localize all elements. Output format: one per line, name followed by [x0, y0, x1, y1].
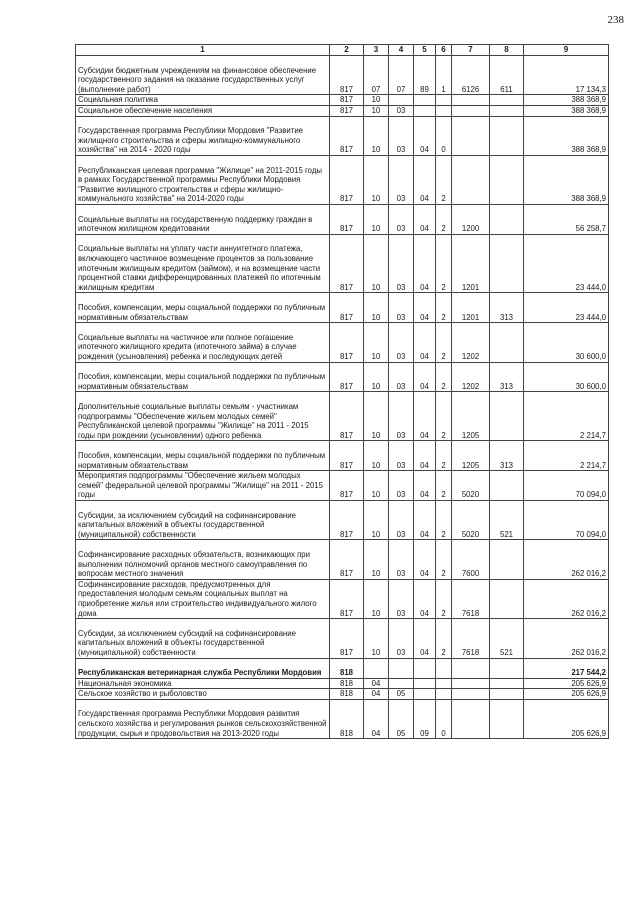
row-code-7: 1200: [452, 204, 490, 234]
row-code-5: [414, 678, 436, 689]
row-code-3: 10: [364, 619, 389, 658]
row-code-7: 1202: [452, 362, 490, 392]
row-code-2: 817: [330, 579, 364, 618]
row-code-7: 1202: [452, 323, 490, 362]
row-name: Субсидии, за исключением субсидий на софинансирование капитальных вложений в объекты государственной (муниципальной) собственности: [76, 619, 330, 658]
row-code-7: 1205: [452, 392, 490, 441]
row-code-6: 1: [436, 56, 452, 95]
table-row: [76, 234, 609, 293]
row-amount: 217 544,2: [524, 658, 609, 678]
row-code-5: 04: [414, 392, 436, 441]
row-code-2: 818: [330, 678, 364, 689]
row-code-4: 03: [389, 234, 414, 293]
row-code-4: 03: [389, 540, 414, 579]
row-code-6: 2: [436, 155, 452, 204]
row-code-6: [436, 678, 452, 689]
table-row: [76, 619, 609, 658]
row-code-6: [436, 95, 452, 106]
row-amount: 262 016,2: [524, 579, 609, 618]
row-code-3: 04: [364, 699, 389, 738]
row-code-6: 2: [436, 540, 452, 579]
row-amount: 388 368,9: [524, 105, 609, 116]
row-code-6: 2: [436, 392, 452, 441]
row-code-2: 817: [330, 95, 364, 106]
row-name: Социальные выплаты на частичное или полное погашение ипотечного жилищного кредита (ипотечного займа) в случае рождения (усыновления) ребенка и последующих детей: [76, 323, 330, 362]
row-code-8: [490, 234, 524, 293]
row-name: Софинансирование расходных обязательств, возникающих при выполнении полномочий органов местного самоуправления по вопросам местного значения: [76, 540, 330, 579]
row-code-2: 817: [330, 204, 364, 234]
row-code-7: 5020: [452, 471, 490, 501]
row-name: Дополнительные социальные выплаты семьям - участникам подпрограммы "Обеспечение жильем молодых семей" Республиканской целевой программы "Жилище" на 2011 - 2015 годы при рождении (усыновлении) одного ребенка: [76, 392, 330, 441]
row-name: Национальная экономика: [76, 678, 330, 689]
column-header: 5: [414, 45, 436, 56]
row-code-2: 817: [330, 500, 364, 539]
row-name: Государственная программа Республики Мордовия развития сельского хозяйства и регулирования рынков сельскохозяйственной продукции, сырья и продовольствия на 2013-2020 годы: [76, 699, 330, 738]
row-code-5: 04: [414, 234, 436, 293]
column-header: 9: [524, 45, 609, 56]
row-code-3: 04: [364, 678, 389, 689]
row-code-6: 2: [436, 234, 452, 293]
table-row: [76, 678, 609, 689]
row-code-2: 817: [330, 293, 364, 323]
table-row: [76, 441, 609, 471]
row-name: Сельское хозяйство и рыболовство: [76, 689, 330, 700]
row-name: Мероприятия подпрограммы "Обеспечение жильем молодых семей" федеральной целевой программы "Жилище" на 2011 - 2015 годы: [76, 471, 330, 501]
row-code-5: [414, 689, 436, 700]
row-code-4: 03: [389, 116, 414, 155]
row-code-6: 2: [436, 362, 452, 392]
row-code-8: 313: [490, 362, 524, 392]
row-code-8: 521: [490, 500, 524, 539]
row-code-8: [490, 471, 524, 501]
row-code-4: 03: [389, 105, 414, 116]
column-header: 4: [389, 45, 414, 56]
row-code-4: [389, 658, 414, 678]
row-amount: 262 016,2: [524, 540, 609, 579]
row-code-5: [414, 658, 436, 678]
row-code-7: [452, 699, 490, 738]
row-code-3: 10: [364, 441, 389, 471]
table-row: [76, 362, 609, 392]
row-code-7: 1205: [452, 441, 490, 471]
row-code-2: 817: [330, 323, 364, 362]
row-name: Пособия, компенсации, меры социальной поддержки по публичным нормативным обязательствам: [76, 293, 330, 323]
row-code-3: 04: [364, 689, 389, 700]
table-row: [76, 689, 609, 700]
row-name: Пособия, компенсации, меры социальной поддержки по публичным нормативным обязательствам: [76, 362, 330, 392]
table-body: [76, 56, 609, 739]
row-code-3: 10: [364, 116, 389, 155]
row-amount: 205 626,9: [524, 689, 609, 700]
row-amount: 56 258,7: [524, 204, 609, 234]
row-code-6: 2: [436, 579, 452, 618]
table-row: [76, 392, 609, 441]
row-code-3: 10: [364, 392, 389, 441]
row-code-4: 03: [389, 293, 414, 323]
row-code-3: 07: [364, 56, 389, 95]
row-code-6: 0: [436, 699, 452, 738]
table-row: [76, 56, 609, 95]
row-code-5: 04: [414, 155, 436, 204]
row-code-2: 817: [330, 392, 364, 441]
row-code-6: [436, 105, 452, 116]
row-code-2: 817: [330, 116, 364, 155]
table-row: [76, 658, 609, 678]
row-code-6: 2: [436, 323, 452, 362]
row-code-4: [389, 678, 414, 689]
row-code-5: 04: [414, 323, 436, 362]
row-amount: 17 134,3: [524, 56, 609, 95]
row-code-3: 10: [364, 500, 389, 539]
row-code-4: 03: [389, 392, 414, 441]
row-code-4: 03: [389, 441, 414, 471]
row-code-8: [490, 155, 524, 204]
row-amount: 2 214,7: [524, 441, 609, 471]
row-code-4: 03: [389, 204, 414, 234]
row-code-6: 2: [436, 293, 452, 323]
row-code-7: 7618: [452, 579, 490, 618]
row-code-4: 07: [389, 56, 414, 95]
row-name: Социальная политика: [76, 95, 330, 106]
header-row: [76, 45, 609, 56]
table-row: [76, 579, 609, 618]
row-code-4: 03: [389, 500, 414, 539]
row-code-8: [490, 678, 524, 689]
row-code-7: [452, 658, 490, 678]
row-code-7: 7600: [452, 540, 490, 579]
row-amount: 70 094,0: [524, 471, 609, 501]
row-code-7: 1201: [452, 234, 490, 293]
page-number: 238: [607, 14, 624, 26]
row-code-8: [490, 204, 524, 234]
row-code-7: 7618: [452, 619, 490, 658]
row-code-3: 10: [364, 471, 389, 501]
row-code-2: 817: [330, 619, 364, 658]
row-code-7: [452, 116, 490, 155]
row-code-2: 818: [330, 658, 364, 678]
row-code-8: [490, 105, 524, 116]
row-name: Республиканская ветеринарная служба Республики Мордовия: [76, 658, 330, 678]
row-code-8: 521: [490, 619, 524, 658]
row-code-3: 10: [364, 105, 389, 116]
table-row: [76, 500, 609, 539]
row-amount: 388 368,9: [524, 95, 609, 106]
row-amount: 388 368,9: [524, 116, 609, 155]
row-code-5: 04: [414, 362, 436, 392]
row-code-3: 10: [364, 540, 389, 579]
row-amount: 30 600,0: [524, 362, 609, 392]
row-code-8: 611: [490, 56, 524, 95]
table-row: [76, 293, 609, 323]
row-code-3: [364, 658, 389, 678]
table-row: [76, 155, 609, 204]
row-name: Субсидии, за исключением субсидий на софинансирование капитальных вложений в объекты государственной (муниципальной) собственности: [76, 500, 330, 539]
column-header: 6: [436, 45, 452, 56]
row-code-5: 04: [414, 441, 436, 471]
row-code-5: 89: [414, 56, 436, 95]
row-code-3: 10: [364, 204, 389, 234]
row-code-7: [452, 155, 490, 204]
row-code-4: 03: [389, 362, 414, 392]
row-name: Республиканская целевая программа "Жилище" на 2011-2015 годы в рамках Государственной программы Республики Мордовия "Развитие жилищного строительства и сферы жилищно-коммунального хозяйства" на 2014-2020 годы: [76, 155, 330, 204]
row-code-8: [490, 95, 524, 106]
row-code-3: 10: [364, 234, 389, 293]
row-amount: 23 444,0: [524, 293, 609, 323]
table-row: [76, 204, 609, 234]
row-code-4: 03: [389, 471, 414, 501]
row-code-2: 818: [330, 689, 364, 700]
row-amount: 205 626,9: [524, 678, 609, 689]
row-code-5: 04: [414, 471, 436, 501]
row-code-8: [490, 579, 524, 618]
row-code-5: 04: [414, 500, 436, 539]
row-code-6: 2: [436, 619, 452, 658]
row-code-7: [452, 95, 490, 106]
row-code-3: 10: [364, 95, 389, 106]
row-code-8: [490, 699, 524, 738]
row-name: Социальное обеспечение населения: [76, 105, 330, 116]
row-code-6: 2: [436, 500, 452, 539]
row-code-7: 1201: [452, 293, 490, 323]
column-header: 2: [330, 45, 364, 56]
row-code-4: 05: [389, 689, 414, 700]
row-code-5: 04: [414, 204, 436, 234]
row-code-6: 2: [436, 441, 452, 471]
row-code-5: [414, 105, 436, 116]
row-code-6: 0: [436, 116, 452, 155]
row-code-2: 817: [330, 540, 364, 579]
row-code-5: 04: [414, 579, 436, 618]
row-code-2: 817: [330, 234, 364, 293]
row-code-8: [490, 323, 524, 362]
row-code-7: [452, 105, 490, 116]
row-name: Пособия, компенсации, меры социальной поддержки по публичным нормативным обязательствам: [76, 441, 330, 471]
row-code-3: 10: [364, 362, 389, 392]
row-amount: 2 214,7: [524, 392, 609, 441]
row-code-2: 817: [330, 105, 364, 116]
row-amount: 70 094,0: [524, 500, 609, 539]
row-code-2: 817: [330, 155, 364, 204]
row-code-4: 05: [389, 699, 414, 738]
row-name: Социальные выплаты на уплату части аннуитетного платежа, включающего частичное возмещение процентов за пользование ипотечным жилищным кредитом (займом), и на возмещение части процентной ставки дифференцированных платежей по ипотечным жилищным кредитам: [76, 234, 330, 293]
row-code-6: [436, 658, 452, 678]
row-code-8: [490, 540, 524, 579]
row-name: Субсидии бюджетным учреждениям на финансовое обеспечение государственного задания на оказание государственных услуг (выполнение работ): [76, 56, 330, 95]
row-code-5: [414, 95, 436, 106]
row-code-4: [389, 95, 414, 106]
table-row: [76, 116, 609, 155]
row-code-6: 2: [436, 204, 452, 234]
row-code-8: [490, 116, 524, 155]
row-code-7: [452, 678, 490, 689]
row-code-8: [490, 392, 524, 441]
row-name: Софинансирование расходов, предусмотренных для предоставления молодым семьям социальных выплат на приобретение жилья или строительство индивидуального жилого дома: [76, 579, 330, 618]
row-amount: 262 016,2: [524, 619, 609, 658]
row-code-6: 2: [436, 471, 452, 501]
row-amount: 23 444,0: [524, 234, 609, 293]
row-code-5: 04: [414, 619, 436, 658]
table-row: [76, 323, 609, 362]
row-code-3: 10: [364, 155, 389, 204]
row-code-5: 04: [414, 540, 436, 579]
row-code-3: 10: [364, 293, 389, 323]
row-name: Государственная программа Республики Мордовия "Развитие жилищного строительства и сферы жилищно-коммунального хозяйства" на 2014 - 2020 годы: [76, 116, 330, 155]
row-code-8: [490, 689, 524, 700]
row-code-7: [452, 689, 490, 700]
row-code-7: 5020: [452, 500, 490, 539]
row-amount: 30 600,0: [524, 323, 609, 362]
table-row: [76, 540, 609, 579]
row-code-3: 10: [364, 579, 389, 618]
row-code-5: 04: [414, 116, 436, 155]
column-header: 1: [76, 45, 330, 56]
row-code-3: 10: [364, 323, 389, 362]
row-code-8: 313: [490, 441, 524, 471]
column-header: 3: [364, 45, 389, 56]
budget-table: [75, 44, 609, 739]
table-row: [76, 95, 609, 106]
table-row: [76, 699, 609, 738]
row-amount: 388 368,9: [524, 155, 609, 204]
row-code-6: [436, 689, 452, 700]
row-code-2: 818: [330, 699, 364, 738]
row-code-7: 6126: [452, 56, 490, 95]
table-row: [76, 471, 609, 501]
row-code-2: 817: [330, 56, 364, 95]
row-amount: 205 626,9: [524, 699, 609, 738]
row-code-4: 03: [389, 323, 414, 362]
row-code-2: 817: [330, 362, 364, 392]
row-code-8: 313: [490, 293, 524, 323]
row-code-4: 03: [389, 155, 414, 204]
row-code-2: 817: [330, 471, 364, 501]
row-code-2: 817: [330, 441, 364, 471]
row-name: Социальные выплаты на государственную поддержку граждан в ипотечном жилищном кредитовании: [76, 204, 330, 234]
row-code-4: 03: [389, 579, 414, 618]
row-code-5: 04: [414, 293, 436, 323]
row-code-5: 09: [414, 699, 436, 738]
column-header: 7: [452, 45, 490, 56]
column-header: 8: [490, 45, 524, 56]
table-row: [76, 105, 609, 116]
row-code-4: 03: [389, 619, 414, 658]
row-code-8: [490, 658, 524, 678]
